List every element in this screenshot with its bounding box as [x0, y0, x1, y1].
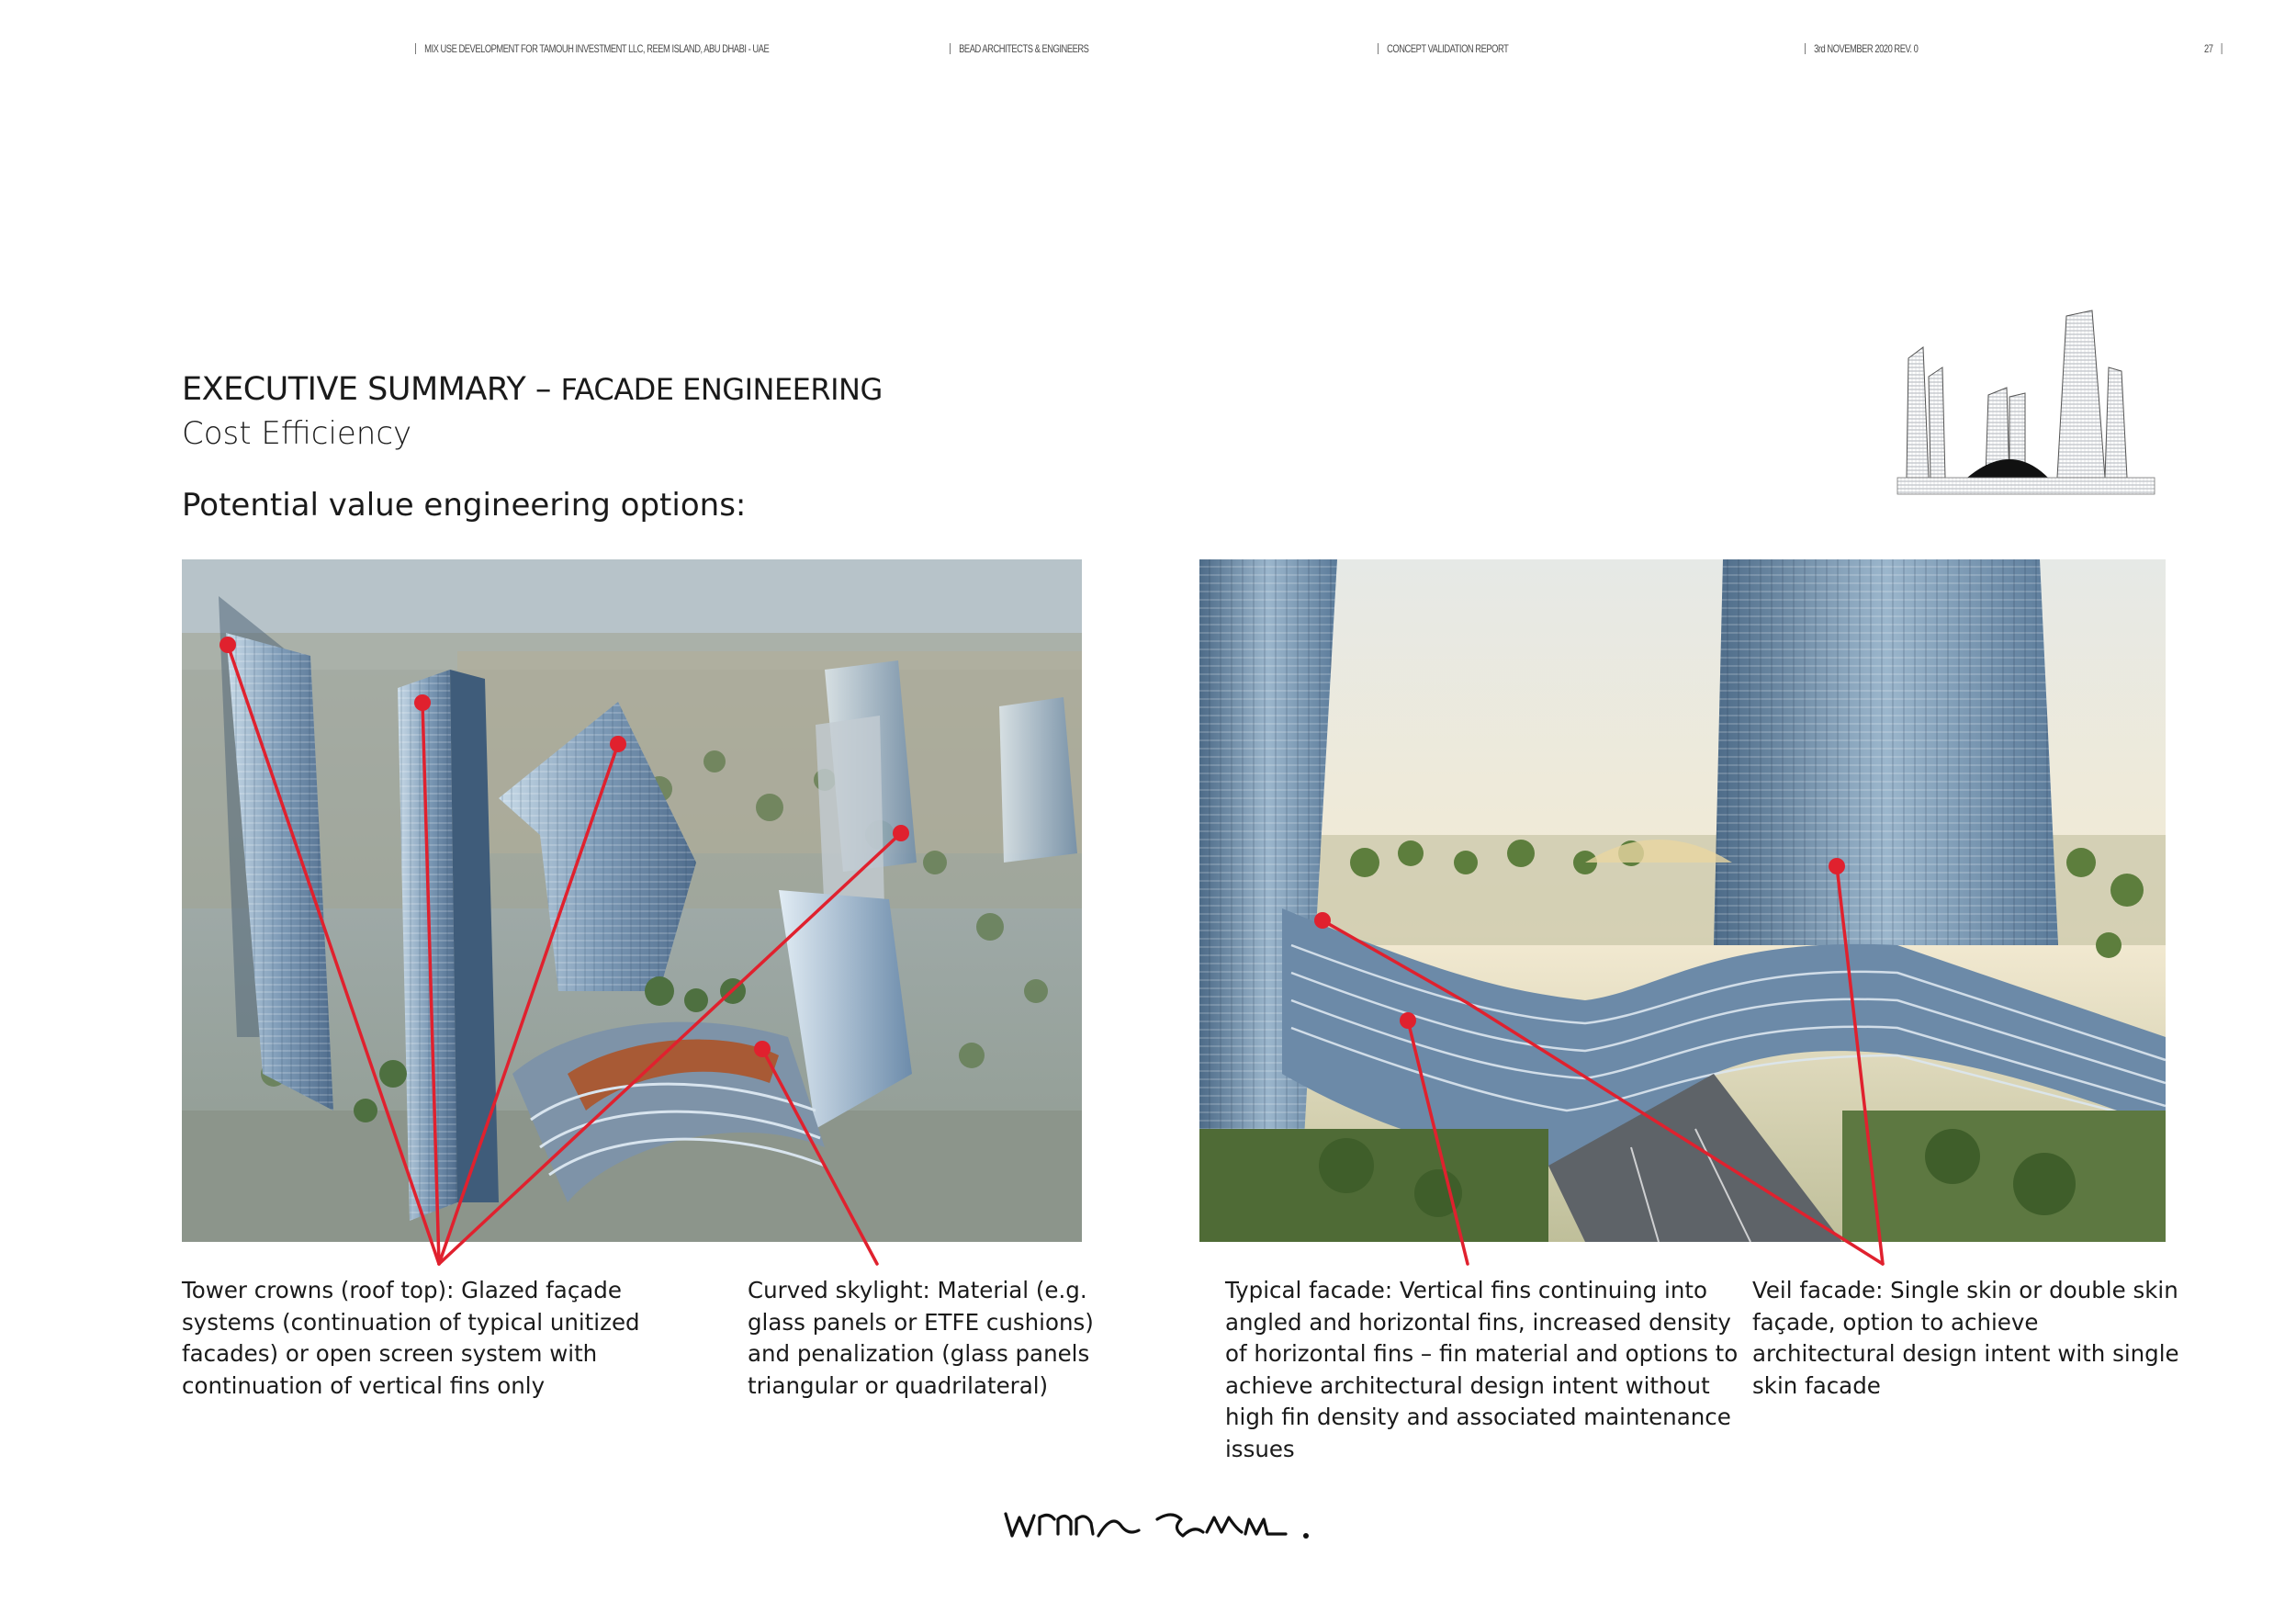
header-firm-text: BEAD ARCHITECTS & ENGINEERS: [959, 42, 1089, 55]
tower-elevation-thumbnail-icon: [1892, 303, 2160, 505]
header-report: [1378, 42, 1508, 55]
header-divider: [950, 43, 951, 54]
page-title: [182, 371, 883, 408]
header-divider: [415, 43, 416, 54]
caption-curved-skylight: Curved skylight: Material (e.g. glass panels or ETFE cushions) and penalization (glass panels triangular or quadrilateral): [748, 1277, 1094, 1399]
aerial-towers-render: [182, 559, 1082, 1242]
header-page-number: [2204, 42, 2223, 55]
title-sub-text: FACADE ENGINEERING: [560, 372, 883, 407]
page-subtitle: Cost Efficiency: [182, 415, 412, 452]
header-date-text: 3rd NOVEMBER 2020 REV. 0: [1814, 42, 1919, 55]
page-number-text: 27: [2204, 42, 2213, 55]
signature-icon: [1001, 1497, 1322, 1552]
header-project-text: MIX USE DEVELOPMENT FOR TAMOUH INVESTMENT LLC, REEM ISLAND, ABU DHABI - UAE: [424, 42, 770, 55]
header-divider: [1805, 43, 1806, 54]
header-divider: [1378, 43, 1379, 54]
title-main-text: EXECUTIVE SUMMARY –: [182, 371, 551, 408]
caption-typical-facade: Typical facade: Vertical fins continuing into angled and horizontal fins, increased density of horizontal fins – fin material and options to achieve architectural design intent without high fin density and associated maintenance issues: [1225, 1277, 1739, 1462]
caption-veil-facade: Veil facade: Single skin or double skin façade, option to achieve architectural design intent with single skin facade: [1752, 1277, 2179, 1399]
header-report-text: CONCEPT VALIDATION REPORT: [1387, 42, 1509, 55]
caption-tower-crowns: Tower crowns (roof top): Glazed façade systems (continuation of typical unitized facades) or open screen system with continuation of vertical fins only: [182, 1277, 640, 1399]
podium-bridge-render: [1199, 559, 2166, 1242]
options-heading: Potential value engineering options:: [182, 487, 747, 524]
header-firm: [950, 42, 1088, 55]
header-date: [1805, 42, 1918, 55]
header-divider: [2222, 43, 2223, 54]
header-project: [415, 42, 769, 55]
